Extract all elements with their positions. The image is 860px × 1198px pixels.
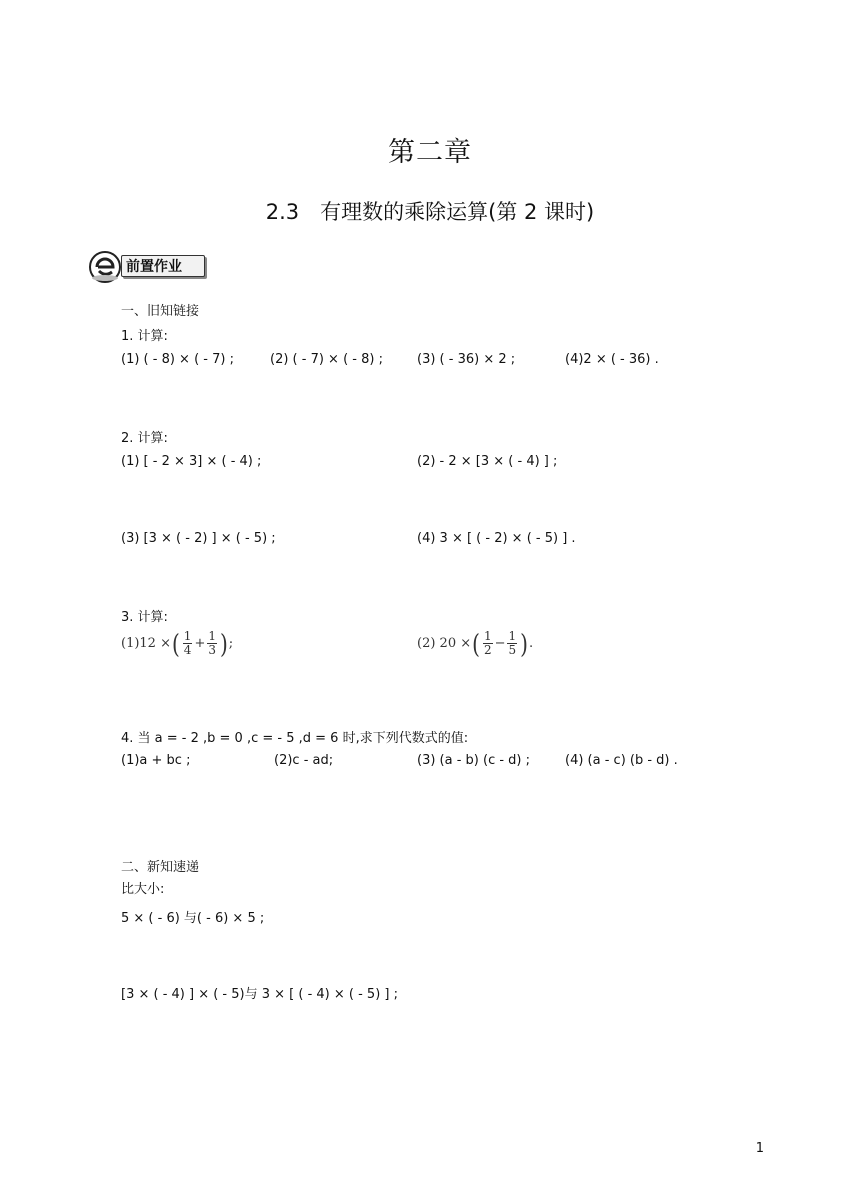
left-paren: ( [171, 627, 180, 660]
compare-line-1: 5 × ( - 6) 与( - 6) × 5 ; [121, 911, 265, 926]
denominator: 4 [183, 643, 192, 657]
denominator: 5 [508, 643, 517, 657]
q1-item-1: (1) ( - 8) × ( - 7) ; [121, 352, 234, 367]
left-paren: ( [472, 627, 480, 660]
q2-label: 2. 计算: [121, 431, 168, 446]
numerator: 1 [508, 629, 517, 643]
q2-item-2: (2) - 2 × [3 × ( - 4) ] ; [417, 454, 558, 469]
q3-item-1 [121, 627, 234, 660]
denominator: 2 [483, 643, 492, 657]
q1-item-4: (4)2 × ( - 36) . [565, 352, 659, 367]
q2-item-4: (4) 3 × [ ( - 2) × ( - 5) ] . [417, 531, 576, 546]
q4-item-2: (2)c - ad; [274, 753, 334, 768]
badge-label: 前置作业 [121, 255, 205, 277]
operator: + [194, 636, 206, 651]
fraction [507, 630, 517, 657]
badge-e-icon [88, 250, 122, 284]
numerator: 1 [208, 629, 216, 643]
q3-label: 3. 计算: [121, 610, 168, 625]
numerator: 1 [483, 629, 492, 643]
q4-item-1: (1)a + bc ; [121, 753, 191, 768]
fraction [183, 630, 193, 657]
part2-sub: 比大小: [121, 882, 165, 897]
q3-item-2 [417, 627, 534, 660]
compare-line-2: [3 × ( - 4) ] × ( - 5)与 3 × [ ( - 4) × ( - 5) ] ; [121, 987, 398, 1002]
q3-item-1-prefix: (1)12 × [121, 636, 171, 651]
q2-item-3: (3) [3 × ( - 2) ] × ( - 5) ; [121, 531, 276, 546]
part2-heading: 二、新知速递 [121, 860, 200, 875]
fraction [207, 630, 217, 657]
section-badge [88, 250, 208, 284]
numerator: 1 [183, 629, 192, 643]
q2-item-1: (1) [ - 2 × 3] × ( - 4) ; [121, 454, 262, 469]
q1-label: 1. 计算: [121, 329, 168, 344]
q4-item-4: (4) (a - c) (b - d) . [565, 753, 678, 768]
section-title: 2.3 有理数的乘除运算(第 2 课时) [265, 200, 595, 224]
page-number: 1 [755, 1141, 764, 1156]
denominator: 3 [208, 643, 216, 657]
q1-item-3: (3) ( - 36) × 2 ; [417, 352, 516, 367]
chapter-title: 第二章 [388, 137, 472, 168]
q4-item-3: (3) (a - b) (c - d) ; [417, 753, 531, 768]
q4-label: 4. 当 a = - 2 ,b = 0 ,c = - 5 ,d = 6 时,求下列代数式的值: [121, 731, 469, 746]
q3-item-2-suffix: . [528, 636, 534, 651]
operator: − [494, 636, 506, 651]
q3-item-2-prefix: (2) 20 × [417, 636, 472, 651]
part1-heading: 一、旧知链接 [121, 304, 200, 319]
right-paren: ) [520, 627, 528, 660]
q1-item-2: (2) ( - 7) × ( - 8) ; [270, 352, 383, 367]
q3-item-1-suffix: ; [228, 636, 234, 651]
fraction [483, 630, 493, 657]
right-paren: ) [219, 627, 228, 660]
